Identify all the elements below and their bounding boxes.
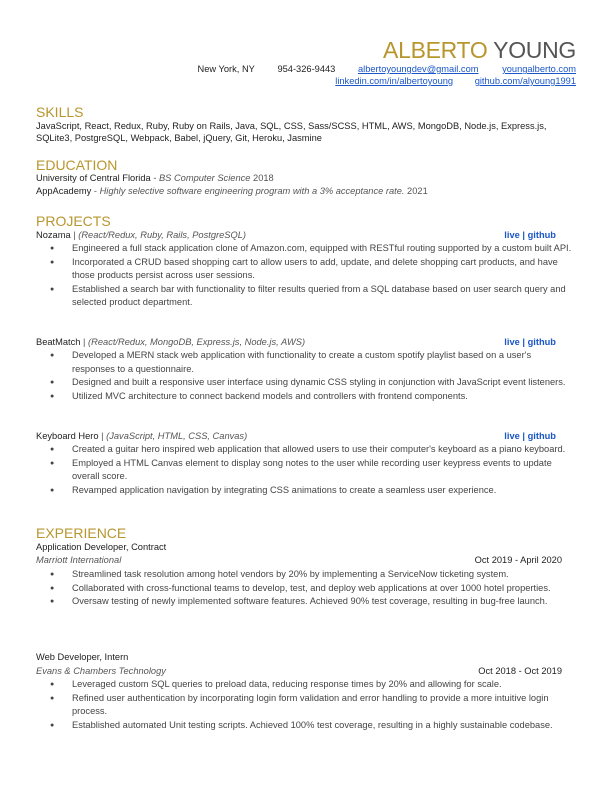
- project-stack: (React/Redux, Ruby, Rails, PostgreSQL): [78, 230, 246, 240]
- project-bullets: [50, 349, 576, 403]
- project-name: BeatMatch: [36, 337, 81, 347]
- github-project-link[interactable]: github: [527, 230, 556, 240]
- project-links: [504, 430, 556, 443]
- degree: BS Computer Science: [158, 173, 251, 183]
- projects-heading: PROJECTS: [36, 213, 111, 229]
- website-link[interactable]: youngalberto.com: [502, 64, 576, 74]
- project-stack: (React/Redux, MongoDB, Express.js, Node.js, AWS): [88, 337, 306, 347]
- link-divider: |: [522, 230, 525, 240]
- graduation-year: 2018: [250, 173, 274, 183]
- experience-heading: EXPERIENCE: [36, 525, 127, 541]
- list-item: ● Designed and built a responsive user interface using dynamic CSS styling in conjunction with JavaScript event listeners.: [50, 376, 576, 390]
- project-links: [504, 229, 556, 242]
- project-header-nozama: [36, 229, 556, 242]
- live-link[interactable]: live: [504, 431, 520, 441]
- list-item: ● Established automated Unit testing scripts. Achieved 100% test coverage, resulting in a highly sustainable codebase.: [50, 719, 576, 733]
- skills-line-2: SQLite3, PostgreSQL, Webpack, Babel, jQuery, Git, Heroku, Jasmine: [36, 133, 322, 143]
- list-item: ● Engineered a full stack application clone of Amazon.com, equipped with RESTful routing supported by a custom built API.: [50, 242, 576, 256]
- job-bullets: [50, 678, 576, 732]
- project-bullets: [50, 242, 576, 310]
- project-bullets: [50, 443, 576, 497]
- email-link[interactable]: albertoyoungdev@gmail.com: [357, 64, 479, 74]
- job-company: Evans & Chambers Technology: [36, 666, 166, 676]
- list-item: ● Incorporated a CRUD based shopping cart to allow users to add, update, and delete shopping cart products, and have those products persist across user sessions.: [50, 256, 576, 283]
- job-bullets: [50, 568, 576, 609]
- project-stack: (JavaScript, HTML, CSS, Canvas): [106, 431, 248, 441]
- list-item: ● Revamped application navigation by integrating CSS animations to create a seamless user experience.: [50, 484, 576, 498]
- list-item: ● Developed a MERN stack web application with functionality to create a custom spotify playlist based on a user's responses to a questionnaire.: [50, 349, 576, 376]
- project-separator: |: [80, 337, 89, 347]
- project-separator: |: [70, 230, 79, 240]
- contact-line-1: [198, 63, 577, 75]
- school-name: University of Central Florida: [36, 173, 151, 183]
- phone: 954-326-9443: [277, 64, 336, 74]
- list-item: ● Created a guitar hero inspired web application that allowed users to use their computer's keyboard as a piano keyboard.: [50, 443, 576, 457]
- education-item: [36, 172, 274, 185]
- project-name: Nozama: [36, 230, 71, 240]
- live-link[interactable]: live: [504, 337, 520, 347]
- list-item: ● Refined user authentication by incorporating login form validation and error handling to provide a more intuitive login process.: [50, 692, 576, 719]
- list-item: ● Collaborated with cross-functional teams to develop, test, and deploy web applications at over 1000 hotel properties.: [50, 582, 576, 596]
- education-separator: -: [91, 186, 100, 196]
- project-name: Keyboard Hero: [36, 431, 99, 441]
- skills-line-1: JavaScript, React, Redux, Ruby, Ruby on Rails, Java, SQL, CSS, Sass/SCSS, HTML, AWS, MongoDB, Node.js, Express.js,: [36, 121, 547, 131]
- linkedin-link[interactable]: linkedin.com/in/albertoyoung: [335, 76, 454, 86]
- contact-line-2: [335, 75, 576, 87]
- list-item: ● Leveraged custom SQL queries to preload data, reducing response times by 20% and allowing for scale.: [50, 678, 576, 692]
- list-item: ● Employed a HTML Canvas element to display song notes to the user while recording user keypress events to update overall score.: [50, 457, 576, 484]
- github-project-link[interactable]: github: [527, 431, 556, 441]
- link-divider: |: [522, 431, 525, 441]
- first-name: ALBERTO: [383, 37, 488, 63]
- list-item: ● Streamlined task resolution among hotel vendors by 20% by implementing a ServiceNow ticketing system.: [50, 568, 576, 582]
- job-dates: Oct 2018 - Oct 2019: [478, 666, 562, 676]
- candidate-name: [383, 36, 576, 64]
- job-dates: Oct 2019 - April 2020: [474, 555, 562, 565]
- job-company: Marriott International: [36, 555, 122, 565]
- link-divider: |: [522, 337, 525, 347]
- last-name: YOUNG: [493, 37, 576, 63]
- job-role: Application Developer, Contract: [36, 542, 167, 552]
- graduation-year: 2021: [404, 186, 428, 196]
- list-item: ● Utilized MVC architecture to connect backend models and controllers with frontend components.: [50, 390, 576, 404]
- education-heading: EDUCATION: [36, 157, 118, 173]
- program-detail: Highly selective software engineering program with a 3% acceptance rate.: [99, 186, 405, 196]
- list-item: ● Oversaw testing of newly implemented software features. Achieved 90% test coverage, resulting in bug-free launch.: [50, 595, 576, 609]
- project-links: [504, 336, 556, 349]
- job-role: Web Developer, Intern: [36, 652, 129, 662]
- location: New York, NY: [197, 64, 255, 74]
- github-project-link[interactable]: github: [527, 337, 556, 347]
- github-link[interactable]: github.com/alyoung1991: [474, 76, 576, 86]
- project-header-keyboard-hero: [36, 430, 556, 443]
- education-separator: -: [150, 173, 159, 183]
- live-link[interactable]: live: [504, 230, 520, 240]
- skills-heading: SKILLS: [36, 104, 84, 120]
- project-header-beatmatch: [36, 336, 556, 349]
- project-separator: |: [98, 431, 107, 441]
- school-name: AppAcademy: [36, 186, 92, 196]
- list-item: ● Established a search bar with functionality to filter results queried from a SQL database based on user search query and selected product department.: [50, 283, 576, 310]
- education-item: [36, 185, 428, 198]
